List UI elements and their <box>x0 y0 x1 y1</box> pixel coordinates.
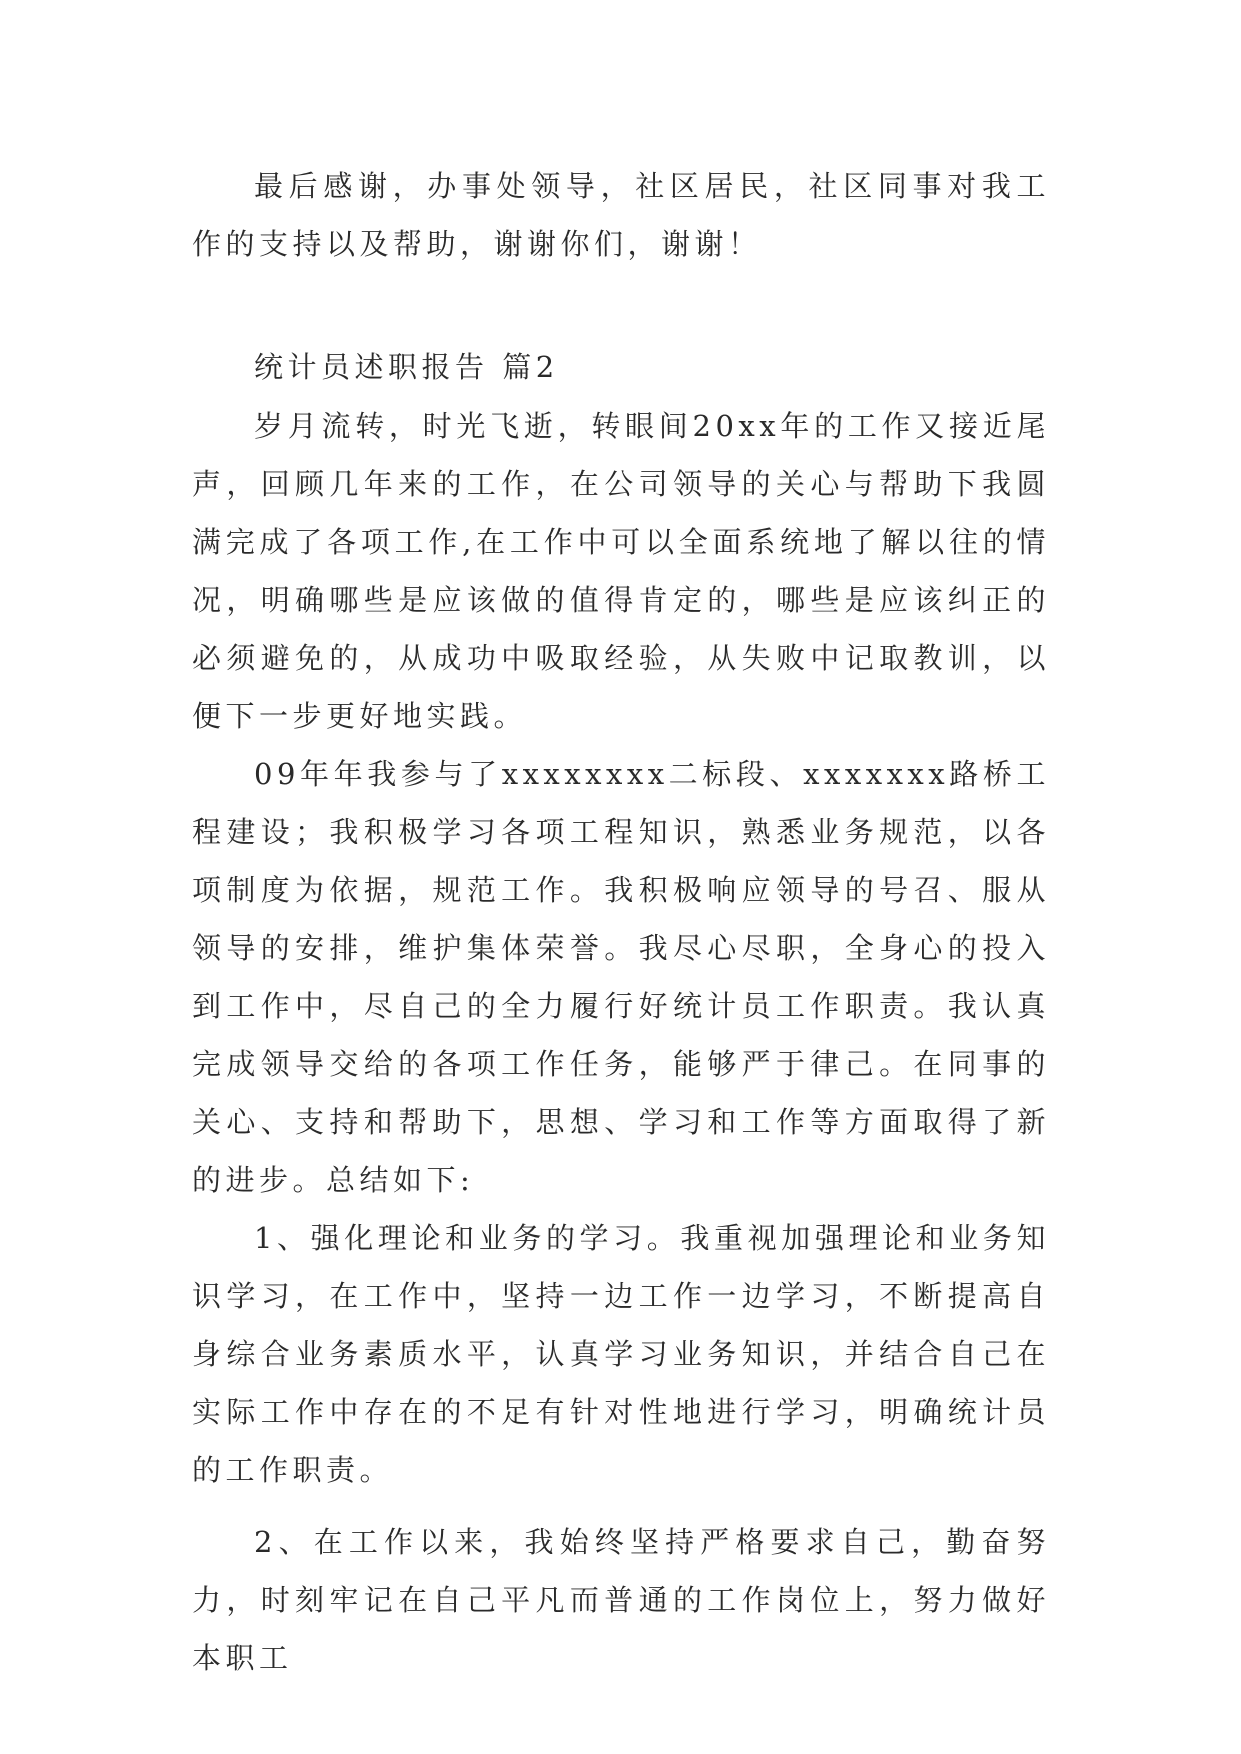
body-paragraph-point-2: 2、在工作以来，我始终坚持严格要求自己，勤奋努力，时刻牢记在自己平凡而普通的工作岗位上，努力做好本职工 <box>192 1525 1050 1675</box>
body-paragraph-projects: 09年年我参与了xxxxxxxx二标段、xxxxxxx路桥工程建设；我积极学习各项工程知识，熟悉业务规范，以各项制度为依据，规范工作。我积极响应领导的号召、服从领导的安排，维护集体荣誉。我尽心尽职，全身心的投入到工作中，尽自己的全力履行好统计员工作职责。我认真完成领导交给的各项工作任务，能够严于律己。在同事的关心、支持和帮助下，思想、学习和工作等方面取得了新的进步。总结如下: <box>192 757 1050 1197</box>
report-body <box>192 397 1050 1687</box>
body-paragraph-intro: 岁月流转，时光飞逝，转眼间20xx年的工作又接近尾声，回顾几年来的工作，在公司领导的关心与帮助下我圆满完成了各项工作,在工作中可以全面系统地了解以往的情况，明确哪些是应该做的值得肯定的，哪些是应该纠正的必须避免的，从成功中吸取经验，从失败中记取教训，以便下一步更好地实践。 <box>192 409 1050 733</box>
closing-section <box>192 157 1050 273</box>
closing-paragraph: 最后感谢，办事处领导，社区居民，社区同事对我工作的支持以及帮助，谢谢你们，谢谢！ <box>192 169 1050 261</box>
section-heading-block <box>192 338 1050 396</box>
section-heading: 统计员述职报告 篇2 <box>254 350 559 384</box>
body-paragraph-point-1: 1、强化理论和业务的学习。我重视加强理论和业务知识学习，在工作中，坚持一边工作一边学习，不断提高自身综合业务素质水平，认真学习业务知识，并结合自己在实际工作中存在的不足有针对性地进行学习，明确统计员的工作职责。 <box>192 1221 1050 1487</box>
